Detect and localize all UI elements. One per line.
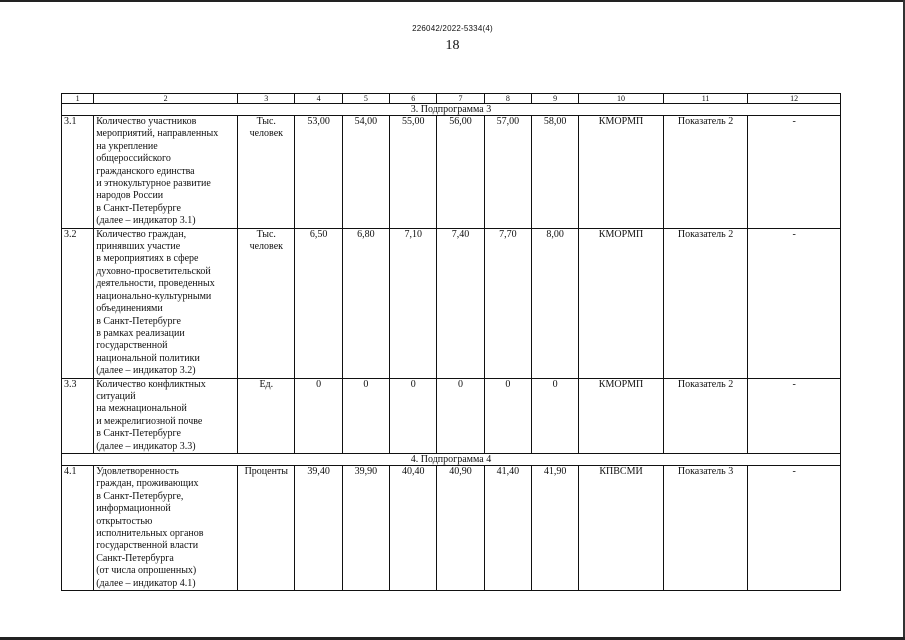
description-line: в Санкт-Петербурге — [96, 202, 181, 214]
description-line: Количество граждан, — [96, 228, 187, 240]
note-cell: - — [748, 378, 841, 453]
year-value: 7,40 — [437, 228, 484, 378]
description-line: в Санкт-Петербурге — [96, 428, 181, 440]
unit-line: человек — [249, 128, 284, 140]
column-number: 11 — [663, 94, 748, 104]
description-line: общероссийского — [96, 153, 171, 165]
indicator-number: 4.1 — [62, 465, 94, 590]
year-value: 39,90 — [342, 465, 389, 590]
description-line: (далее – индикатор 3.2) — [96, 365, 196, 377]
description-line: (далее – индикатор 3.1) — [96, 215, 196, 227]
responsible-executor: КПВСМИ — [579, 465, 664, 590]
unit-line: человек — [249, 241, 284, 253]
unit-line: Тыс. — [256, 116, 276, 127]
year-value: 39,40 — [295, 465, 342, 590]
year-value: 0 — [295, 378, 342, 453]
description-line: Удовлетворенность — [96, 465, 179, 477]
description-line: в Санкт-Петербурге, — [96, 490, 184, 502]
unit-line: Тыс. — [256, 228, 276, 240]
year-value: 8,00 — [531, 228, 578, 378]
description-line: национальной политики — [96, 352, 200, 364]
column-number: 9 — [531, 94, 578, 104]
description-line: на укрепление — [96, 140, 158, 152]
column-number-row — [62, 94, 841, 104]
scan-edge-top — [0, 0, 905, 2]
column-number: 1 — [62, 94, 94, 104]
description-line: мероприятий, направленных — [96, 128, 219, 140]
description-line: в рамках реализации — [96, 327, 185, 339]
description-line: открытостью — [96, 515, 153, 527]
unit-line: Ед. — [259, 378, 274, 390]
indicator-number: 3.2 — [62, 228, 94, 378]
description-line: Количество участников — [96, 116, 197, 127]
year-value: 0 — [484, 378, 531, 453]
indicator-description — [94, 116, 238, 229]
unit-of-measure — [238, 228, 295, 378]
description-line: Количество конфликтных — [96, 378, 206, 390]
description-line: гражданского единства — [96, 165, 195, 177]
description-line: государственной власти — [96, 540, 199, 552]
column-number: 4 — [295, 94, 342, 104]
unit-of-measure — [238, 465, 295, 590]
column-number: 8 — [484, 94, 531, 104]
description-line: духовно-просветительской — [96, 265, 211, 277]
year-value: 0 — [390, 378, 437, 453]
note-cell: - — [748, 116, 841, 229]
responsible-executor: КМОРМП — [579, 116, 664, 229]
year-value: 41,40 — [484, 465, 531, 590]
indicator-description — [94, 378, 238, 453]
column-number: 7 — [437, 94, 484, 104]
description-line: (далее – индикатор 4.1) — [96, 577, 196, 589]
description-line: (далее – индикатор 3.3) — [96, 440, 196, 452]
year-value: 0 — [342, 378, 389, 453]
description-line: ситуаций — [96, 390, 136, 402]
note-cell: - — [748, 465, 841, 590]
section-title: 4. Подпрограмма 4 — [62, 453, 841, 465]
description-line: государственной — [96, 340, 168, 352]
description-line: (от числа опрошенных) — [96, 565, 197, 577]
year-value: 56,00 — [437, 116, 484, 229]
year-value: 7,70 — [484, 228, 531, 378]
indicator-number: 3.3 — [62, 378, 94, 453]
section-header-row — [62, 104, 841, 116]
column-number: 10 — [579, 94, 664, 104]
description-line: народов России — [96, 190, 164, 202]
year-value: 41,90 — [531, 465, 578, 590]
description-line: информационной — [96, 503, 171, 515]
column-number: 2 — [94, 94, 238, 104]
page-number: 18 — [445, 38, 460, 53]
unit-of-measure — [238, 116, 295, 229]
column-number: 6 — [390, 94, 437, 104]
linked-indicator: Показатель 3 — [663, 465, 748, 590]
indicator-number: 3.1 — [62, 116, 94, 229]
year-value: 54,00 — [342, 116, 389, 229]
column-number: 5 — [342, 94, 389, 104]
indicator-description — [94, 465, 238, 590]
description-line: национально-культурными — [96, 290, 212, 302]
year-value: 53,00 — [295, 116, 342, 229]
year-value: 58,00 — [531, 116, 578, 229]
responsible-executor: КМОРМП — [579, 378, 664, 453]
responsible-executor: КМОРМП — [579, 228, 664, 378]
section-header-row — [62, 453, 841, 465]
note-cell: - — [748, 228, 841, 378]
description-line: исполнительных органов — [96, 528, 204, 539]
unit-of-measure — [238, 378, 295, 453]
column-number: 12 — [748, 94, 841, 104]
year-value: 55,00 — [390, 116, 437, 229]
section-title: 3. Подпрограмма 3 — [62, 104, 841, 116]
description-line: объединениями — [96, 303, 163, 315]
indicator-description — [94, 228, 238, 378]
year-value: 0 — [437, 378, 484, 453]
table-row — [62, 116, 841, 229]
linked-indicator: Показатель 2 — [663, 378, 748, 453]
column-number: 3 — [238, 94, 295, 104]
description-line: и этнокультурное развитие — [96, 178, 211, 190]
description-line: в мероприятиях в сфере — [96, 253, 199, 265]
description-line: в Санкт-Петербурге — [96, 315, 181, 327]
year-value: 57,00 — [484, 116, 531, 229]
linked-indicator: Показатель 2 — [663, 228, 748, 378]
year-value: 6,50 — [295, 228, 342, 378]
year-value: 0 — [531, 378, 578, 453]
year-value: 7,10 — [390, 228, 437, 378]
linked-indicator: Показатель 2 — [663, 116, 748, 229]
indicators-table — [61, 93, 841, 591]
table-row — [62, 228, 841, 378]
document-id: 226042/2022-5334(4) — [412, 24, 493, 33]
description-line: Санкт-Петербурга — [96, 552, 174, 564]
table-row — [62, 378, 841, 453]
table-row — [62, 465, 841, 590]
description-line: деятельности, проведенных — [96, 278, 215, 290]
year-value: 40,40 — [390, 465, 437, 590]
description-line: и межрелигиозной почве — [96, 415, 203, 427]
year-value: 40,90 — [437, 465, 484, 590]
unit-line: Проценты — [244, 465, 289, 477]
description-line: принявших участие — [96, 241, 181, 253]
year-value: 6,80 — [342, 228, 389, 378]
description-line: граждан, проживающих — [96, 478, 199, 490]
description-line: на межнациональной — [96, 403, 187, 415]
